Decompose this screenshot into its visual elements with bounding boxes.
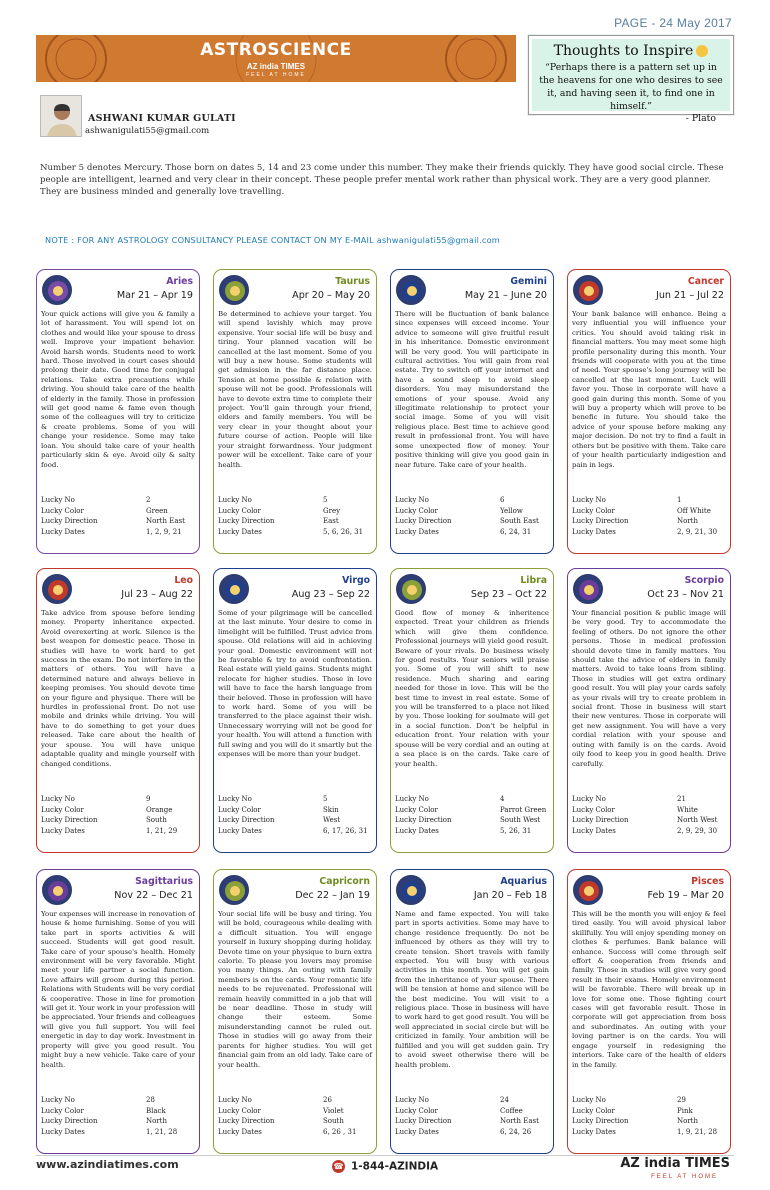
- smiley-icon: [696, 45, 708, 57]
- lucky-value: 6: [500, 496, 505, 504]
- sign-name: Aries: [166, 276, 193, 287]
- lucky-value: North West: [677, 816, 718, 824]
- author-name: ASHWANI KUMAR GULATI: [88, 113, 236, 124]
- lucky-value: Parrot Green: [500, 805, 547, 814]
- sign-card-scorpio: [567, 568, 731, 853]
- consultancy-note: NOTE : FOR ANY ASTROLOGY CONSULTANCY PLEASE CONTACT ON MY E-MAIL ashwanigulati55@gmail.com: [45, 235, 500, 245]
- sign-forecast: Your social life will be busy and tiring. You will be bold, courageous while dealing with a difficult situation. You will engage yourself in luxury shopping during holiday. Devote time on your physique to burn extra calorie. To please you lovers may promise you many things. An outing with family members is on the cards. Your romantic life needs to be rejuvenated. Professional will remain heavily committed in a job that will be near deadline. Those in study will change their esteem. Some misunderstanding cannot be ruled out. Those in studies will go away from their parents for higher studies. You will get financial gain from an old lady. Take care of your health.: [218, 910, 372, 1069]
- lucky-value: White: [677, 805, 698, 814]
- lucky-label: Lucky Color: [218, 506, 261, 515]
- lucky-value: 28: [146, 1096, 155, 1104]
- lucky-label: Lucky Direction: [41, 816, 98, 824]
- sign-dates: Jun 21 – Jul 22: [656, 290, 724, 301]
- lucky-label: Lucky Color: [572, 1106, 615, 1115]
- sign-name: Virgo: [342, 575, 370, 586]
- sign-card-sagittarius: [36, 869, 200, 1154]
- lucky-row: [218, 1106, 372, 1117]
- lucky-row: [395, 1106, 549, 1117]
- phone-icon: ☎: [333, 1162, 344, 1171]
- lucky-row: [218, 506, 372, 517]
- sign-card-aries: [36, 269, 200, 554]
- lucky-label: Lucky No: [395, 496, 429, 504]
- lucky-row: [572, 794, 726, 805]
- lucky-value: 2, 9, 21, 30: [677, 527, 718, 536]
- capricorn-icon: [219, 875, 249, 905]
- lucky-label: Lucky No: [218, 496, 252, 504]
- lucky-value: Skin: [323, 805, 339, 814]
- lucky-value: West: [323, 816, 341, 824]
- lucky-table: [41, 495, 195, 537]
- lucky-label: Lucky No: [572, 1096, 606, 1104]
- page-date: PAGE - 24 May 2017: [614, 16, 732, 30]
- lucky-label: Lucky Dates: [395, 527, 439, 536]
- lucky-row: [395, 506, 549, 517]
- lucky-label: Lucky Direction: [218, 816, 275, 824]
- sign-name: Aquarius: [500, 876, 547, 887]
- lucky-label: Lucky No: [41, 496, 75, 504]
- lucky-label: Lucky Color: [41, 805, 84, 814]
- lucky-label: Lucky Dates: [218, 527, 262, 536]
- lucky-value: Pink: [677, 1106, 693, 1115]
- lucky-row: [41, 1127, 195, 1138]
- lucky-value: 6, 24, 31: [500, 527, 532, 536]
- lucky-row: [395, 794, 549, 805]
- lucky-value: North: [146, 1117, 168, 1125]
- sign-card-cancer: [567, 269, 731, 554]
- lucky-table: [572, 794, 726, 836]
- lucky-row: [218, 516, 372, 527]
- lucky-value: 1: [677, 496, 682, 504]
- lucky-value: 29: [677, 1096, 686, 1104]
- sign-name: Gemini: [510, 276, 547, 287]
- sign-dates: Feb 19 – Mar 20: [647, 890, 724, 901]
- lucky-label: Lucky Color: [218, 805, 261, 814]
- lucky-row: [572, 1116, 726, 1127]
- lucky-label: Lucky Direction: [395, 1117, 452, 1125]
- gemini-icon: [396, 275, 426, 305]
- lucky-label: Lucky Direction: [41, 517, 98, 525]
- sign-dates: Mar 21 – Apr 19: [116, 290, 193, 301]
- lucky-table: [218, 1095, 372, 1137]
- banner-brand: AZ india TIMES: [246, 62, 306, 71]
- pisces-icon: [573, 875, 603, 905]
- lucky-label: Lucky Color: [395, 506, 438, 515]
- lucky-label: Lucky Color: [395, 1106, 438, 1115]
- lucky-row: [41, 826, 195, 837]
- lucky-row: [41, 506, 195, 517]
- sign-card-virgo: [213, 568, 377, 853]
- sign-name: Cancer: [687, 276, 724, 287]
- thoughts-author: - Plato: [685, 113, 716, 124]
- lucky-value: South: [146, 816, 167, 824]
- lucky-label: Lucky Direction: [41, 1117, 98, 1125]
- lucky-label: Lucky Dates: [218, 826, 262, 835]
- leo-icon: [42, 574, 72, 604]
- sign-forecast: This will be the month you will enjoy & feel tired easily. You will avoid physical labor skillfully. You will enjoy spending money on clothes & perfumes. Bank balance will enhance. Success will come through self effort & cooperation from friends and family. Those in studies will give very good result in their exams. Homely environment will be favorable. There will break up in love for some one. Those fighting court cases will get favorable result. Those in corporate will get appreciation from boss and subordinates. An outing with your loving partner is on the cards. You will engage yourself in redesigning the interiors. Take care of the health of elders in the family.: [572, 910, 726, 1069]
- lucky-value: 21: [677, 795, 686, 803]
- lucky-label: Lucky Dates: [395, 826, 439, 835]
- lucky-row: [41, 1095, 195, 1106]
- lucky-label: Lucky Direction: [395, 517, 452, 525]
- cancer-icon: [573, 275, 603, 305]
- sign-name: Libra: [520, 575, 547, 586]
- lucky-row: [41, 794, 195, 805]
- sign-dates: Nov 22 – Dec 21: [114, 890, 193, 901]
- taurus-icon: [219, 275, 249, 305]
- footer-url[interactable]: www.azindiatimes.com: [36, 1158, 179, 1171]
- lucky-value: Yellow: [500, 506, 523, 515]
- lucky-row: [572, 826, 726, 837]
- footer-logo-tagline: FEEL AT HOME: [651, 1174, 718, 1180]
- author-email: ashwanigulati55@gmail.com: [85, 126, 210, 136]
- lucky-row: [572, 1106, 726, 1117]
- lucky-row: [41, 1106, 195, 1117]
- lucky-row: [572, 1127, 726, 1138]
- lucky-row: [572, 815, 726, 826]
- lucky-label: Lucky No: [395, 1096, 429, 1104]
- lucky-label: Lucky Direction: [572, 816, 629, 824]
- footer-phone: ☎ 1-844-AZINDIA: [333, 1160, 439, 1173]
- thoughts-quote: “Perhaps there is a pattern set up in the heavens for one who desires to see it, and having seen it, to find one in himself.”: [539, 62, 723, 112]
- sign-name: Capricorn: [319, 876, 370, 887]
- lucky-value: 4: [500, 795, 505, 803]
- lucky-label: Lucky Dates: [572, 1127, 616, 1136]
- lucky-row: [41, 815, 195, 826]
- lucky-label: Lucky Dates: [41, 1127, 85, 1136]
- sign-dates: Jul 23 – Aug 22: [121, 589, 193, 600]
- lucky-label: Lucky No: [395, 795, 429, 803]
- aries-icon: [42, 275, 72, 305]
- lucky-label: Lucky Dates: [41, 826, 85, 835]
- lucky-row: [395, 516, 549, 527]
- sign-forecast: Your bank balance will enhance. Being a very influential you will influence your critics. You should avoid taking risk in financial matters. You may meet some high profile personality during this month. Your friends will cooperate with you at the time of need. Your spouse's long journey will be cancelled at the last moment. Luck will favor you. Those in corporate will have a good gain during this month. Some of you will buy a property which will prove to be benefic in future. You should take the advice of your spouse before making any major decision. Do not try to find a fault in others but be positive with them. Take care of your health particularly indigestion and pain in legs.: [572, 310, 726, 469]
- lucky-row: [395, 1095, 549, 1106]
- lucky-table: [218, 794, 372, 836]
- sign-card-gemini: [390, 269, 554, 554]
- banner-tagline: FEEL AT HOME: [246, 72, 306, 78]
- sign-forecast: Some of your pilgrimage will be cancelled at the last minute. Your desire to come in limelight will be fulfilled. Trust advice from spouse. Old relations will aid in achieving your goal. Domestic environment will not be favorable & try to avoid confrontation. Real estate will yield gains. Students might relocate for higher studies. Those in love will have to face the harsh language from their beloved. Those in profession will have to work hard. Some of you will be transferred to the place against their wish. Unnecessary worrying will not be good for your health. You will attend a function with full swing and you will do it smartly but the expenses will be more than your budget.: [218, 609, 372, 759]
- lucky-label: Lucky No: [218, 1096, 252, 1104]
- lucky-label: Lucky Direction: [572, 1117, 629, 1125]
- lucky-value: Grey: [323, 506, 341, 515]
- lucky-table: [572, 495, 726, 537]
- sign-dates: Aug 23 – Sep 22: [291, 589, 370, 600]
- lucky-table: [572, 1095, 726, 1137]
- sign-name: Scorpio: [684, 575, 724, 586]
- lucky-table: [41, 1095, 195, 1137]
- lucky-value: 26: [323, 1096, 332, 1104]
- lucky-label: Lucky Dates: [572, 527, 616, 536]
- sign-dates: Oct 23 – Nov 21: [647, 589, 724, 600]
- lucky-value: 6, 24, 26: [500, 1127, 532, 1136]
- lucky-value: 9: [146, 795, 151, 803]
- lucky-label: Lucky Dates: [218, 1127, 262, 1136]
- lucky-row: [395, 826, 549, 837]
- lucky-label: Lucky Direction: [218, 1117, 275, 1125]
- sign-forecast: Your quick actions will give you & family a lot of harassment. You will spend lot on clothes and would like your spouse to dress well. Improve your impatient behavior. Avoid harsh words. Students need to work hard. Those involved in court cases should prolong their date. Good time for conjugal relations. Take extra precautions while driving. You should take care of the health of elderly in the family. Those in profession will get good name & fame even though some of the colleagues will try to criticize & create problems. Some of you will change your residence. Some may take loan. You should take care of your health particularly skin & eye. Avoid oily & salty food.: [41, 310, 195, 469]
- lucky-row: [572, 805, 726, 816]
- lucky-row: [395, 805, 549, 816]
- lucky-table: [395, 495, 549, 537]
- lucky-row: [572, 506, 726, 517]
- lucky-row: [572, 516, 726, 527]
- lucky-label: Lucky Direction: [572, 517, 629, 525]
- lucky-value: South: [323, 1117, 344, 1125]
- lucky-row: [41, 516, 195, 527]
- lucky-value: 5, 6, 26, 31: [323, 527, 364, 536]
- lucky-row: [41, 805, 195, 816]
- lucky-label: Lucky Color: [572, 506, 615, 515]
- lucky-value: 24: [500, 1096, 509, 1104]
- lucky-value: Black: [146, 1106, 166, 1115]
- lucky-row: [572, 1095, 726, 1106]
- lucky-row: [218, 527, 372, 538]
- lucky-value: North East: [500, 1117, 539, 1125]
- lucky-value: 2: [146, 496, 151, 504]
- sign-forecast: Name and fame expected. You will take part in sports activities. Some may have to change residence frequently. Do not be influenced by others as they will try to create tension. Short travels with family expected. You will busy with various activities in this month. You will get gain from the inheritance of your spouse. There will be tension at home and silence will be the best medicine. You will visit to a religious place. Those in business will have to work hard to get good result. You will be well appreciated in social circle but will be criticized in family. Your ambition will be fulfilled and you will get sudden gain. Try to avoid sweet otherwise there will be health problem.: [395, 910, 549, 1069]
- footer-logo: AZ india TIMES: [620, 1156, 730, 1171]
- lucky-label: Lucky Color: [218, 1106, 261, 1115]
- thoughts-title: Thoughts to Inspire: [532, 43, 730, 59]
- lucky-value: North: [677, 517, 699, 525]
- virgo-icon: [219, 574, 249, 604]
- sign-card-taurus: [213, 269, 377, 554]
- intro-paragraph: Number 5 denotes Mercury. Those born on dates 5, 14 and 23 come under this number. They make their friends quickly. They have good social circle. These people are intelligent, learned and very clear in their concept. These people prefer mental work rather than physical work. They are a very good planner. They are business minded and generally love travelling.: [40, 163, 724, 197]
- lucky-table: [395, 1095, 549, 1137]
- lucky-label: Lucky No: [572, 496, 606, 504]
- libra-icon: [396, 574, 426, 604]
- sign-card-aquarius: [390, 869, 554, 1154]
- sign-forecast: Good flow of money & inheritence expected. Treat your children as friends which will give them confidence. Professional journeys will yield good result. Beware of your rivals. Do business wisely for good restults. Your seniors will praise you. Some of you will shift to new residence. Much sharing and earing needed for those in love. This will be the best time to invest in real estate. Some of you will be transferred to a place not liked by you. Those looking for soulmate will get in a social function. Don't be helpful in education front. Your relation with your spouse will be very cordial and an outing at a sea place is on the cards. Take care of your health.: [395, 609, 549, 768]
- lucky-value: South West: [500, 816, 541, 824]
- sign-dates: May 21 – June 20: [464, 290, 547, 301]
- aquarius-icon: [396, 875, 426, 905]
- lucky-row: [41, 527, 195, 538]
- sign-forecast: Take advice from spouse before lending money. Property inheritance expected. Avoid overexerting at work. Silence is the best weapon for domestic peace. Those in studies will have to work hard to get success in the exam. Do not interfere in the matters of others. You will have a determined nature and always believe in keeping promises. You should devote time on your figure and physique. There will be hurdles in professional front. Do not use mobile and drinks while driving. You will have to do something to get your dues released. Take care about the health of your spouse. You will have unique adaptable quality and mingle yourself with changed conditions.: [41, 609, 195, 768]
- lucky-label: Lucky No: [218, 795, 252, 803]
- sign-card-pisces: [567, 869, 731, 1154]
- lucky-value: Green: [146, 506, 168, 515]
- lucky-label: Lucky Color: [41, 506, 84, 515]
- lucky-row: [395, 815, 549, 826]
- lucky-row: [395, 1116, 549, 1127]
- lucky-label: Lucky Direction: [395, 816, 452, 824]
- banner-title: ASTROSCIENCE: [200, 40, 352, 60]
- lucky-row: [41, 495, 195, 506]
- sign-card-leo: [36, 568, 200, 853]
- sign-dates: Apr 20 – May 20: [292, 290, 370, 301]
- sign-dates: Sep 23 – Oct 22: [470, 589, 547, 600]
- lucky-label: Lucky Dates: [395, 1127, 439, 1136]
- lucky-table: [41, 794, 195, 836]
- lucky-value: 5: [323, 496, 328, 504]
- lucky-value: 5: [323, 795, 328, 803]
- lucky-value: 1, 9, 21, 28: [677, 1127, 718, 1136]
- lucky-value: Off White: [677, 506, 711, 515]
- sign-card-capricorn: [213, 869, 377, 1154]
- lucky-row: [41, 1116, 195, 1127]
- lucky-row: [572, 495, 726, 506]
- sagittarius-icon: [42, 875, 72, 905]
- lucky-row: [218, 495, 372, 506]
- lucky-label: Lucky No: [41, 795, 75, 803]
- sign-name: Leo: [174, 575, 193, 586]
- lucky-row: [395, 527, 549, 538]
- lucky-value: 1, 21, 28: [146, 1127, 178, 1136]
- lucky-value: South East: [500, 517, 539, 525]
- lucky-table: [218, 495, 372, 537]
- lucky-value: Coffee: [500, 1106, 523, 1115]
- scorpio-icon: [573, 574, 603, 604]
- lucky-row: [572, 527, 726, 538]
- lucky-value: 6, 17, 26, 31: [323, 826, 368, 835]
- lucky-label: Lucky Color: [572, 805, 615, 814]
- sign-forecast: There will be fluctuation of bank balance since expenses will exceed income. Your advice to someone will give fruitful result in his inheritance. Domestic environment will be very good. You will participate in cultural activities. You will gain from real estate. Try to switch off your internet and have a sound sleep to avoid sleep disorders. You may misunderstand the emotions of your spouse. Avoid any illegitimate relationship to protect your social image. Some of you will visit religious place. Best time to achieve good result in professional front. You will have some unexpected flow of money. Your positive thinking will give you good gain in near future. Take care of your health.: [395, 310, 549, 469]
- lucky-row: [218, 1127, 372, 1138]
- lucky-label: Lucky Direction: [218, 517, 275, 525]
- lucky-value: 1, 2, 9, 21: [146, 527, 182, 536]
- lucky-value: 1, 21, 29: [146, 826, 178, 835]
- sign-dates: Dec 22 – Jan 19: [295, 890, 370, 901]
- lucky-value: Violet: [323, 1106, 344, 1115]
- lucky-row: [218, 826, 372, 837]
- lucky-row: [395, 495, 549, 506]
- lucky-value: 5, 26, 31: [500, 826, 532, 835]
- sign-forecast: Your expenses will increase in renovation of house & home furnishing. Some of you will take part in sports activities & will succeed. Students will get good result. Take care of your spouse's health. Homely environment will be very favorable. Might meet your life partner a social function. Love affairs will groom during this period. Relations with Students will be very cordial & cooperative. Those in line for promotion will get it. Your work in your profession will be appreciated. Your friends and colleagues will give you full support. You will feel energetic in day to day work. Investment in property will give you good result. You might buy a new vehicle. Take care of your health.: [41, 910, 195, 1069]
- lucky-row: [218, 1116, 372, 1127]
- astroscience-banner: [36, 35, 516, 82]
- sign-name: Sagittarius: [135, 876, 193, 887]
- lucky-label: Lucky No: [572, 795, 606, 803]
- lucky-value: East: [323, 517, 339, 525]
- lucky-row: [218, 1095, 372, 1106]
- sign-forecast: Be determined to achieve your target. You will spend lavishly which may prove expensive. Your social life will be busy and tiring. Your planned vacation will be cancelled at the last moment. Some of you will buy a new house. Some students will get admission in the far distance place. Tension at home possible & relation with spouse will not be good. Professionals will have to devote extra time to complete their project. You'll gain through your friend, elders and family members. You will be very clear in your thought about your future course of action. People will like your straight forwardness. Your judgment power will be excellent. Take care of your health.: [218, 310, 372, 469]
- lucky-label: Lucky Color: [41, 1106, 84, 1115]
- sign-forecast: Your financial position & public image will be very good. Try to accommodate the feeling of others. Do not ignore the other persons. Those in medical profession should devote time in family matters. You should take the advice of elders in family matters. Avoid to take loans from sibling. Those in studies will get extra ordinary good result. You will play your cards safely as your rivals will try to create problem in social front. Those in business will start their new ventures. Those in corporate will get new assignment. You will have a very cordial relation with your spouse and outing with family is on the cards. Avoid oily food to keep you in good health. Drive carefully.: [572, 609, 726, 768]
- lucky-row: [395, 1127, 549, 1138]
- thoughts-box: [528, 35, 734, 124]
- sign-name: Taurus: [335, 276, 370, 287]
- lucky-label: Lucky Color: [395, 805, 438, 814]
- sign-name: Pisces: [691, 876, 724, 887]
- lucky-value: North: [677, 1117, 699, 1125]
- sign-card-libra: [390, 568, 554, 853]
- lucky-label: Lucky Dates: [572, 826, 616, 835]
- lucky-value: 6, 26 , 31: [323, 1127, 357, 1136]
- author-photo: [40, 95, 82, 137]
- lucky-row: [218, 794, 372, 805]
- lucky-value: 2, 9, 29, 30: [677, 826, 718, 835]
- lucky-row: [218, 815, 372, 826]
- lucky-label: Lucky No: [41, 1096, 75, 1104]
- sign-dates: Jan 20 – Feb 18: [473, 890, 547, 901]
- lucky-label: Lucky Dates: [41, 527, 85, 536]
- lucky-value: North East: [146, 517, 185, 525]
- lucky-value: Orange: [146, 805, 173, 814]
- lucky-row: [218, 805, 372, 816]
- lucky-table: [395, 794, 549, 836]
